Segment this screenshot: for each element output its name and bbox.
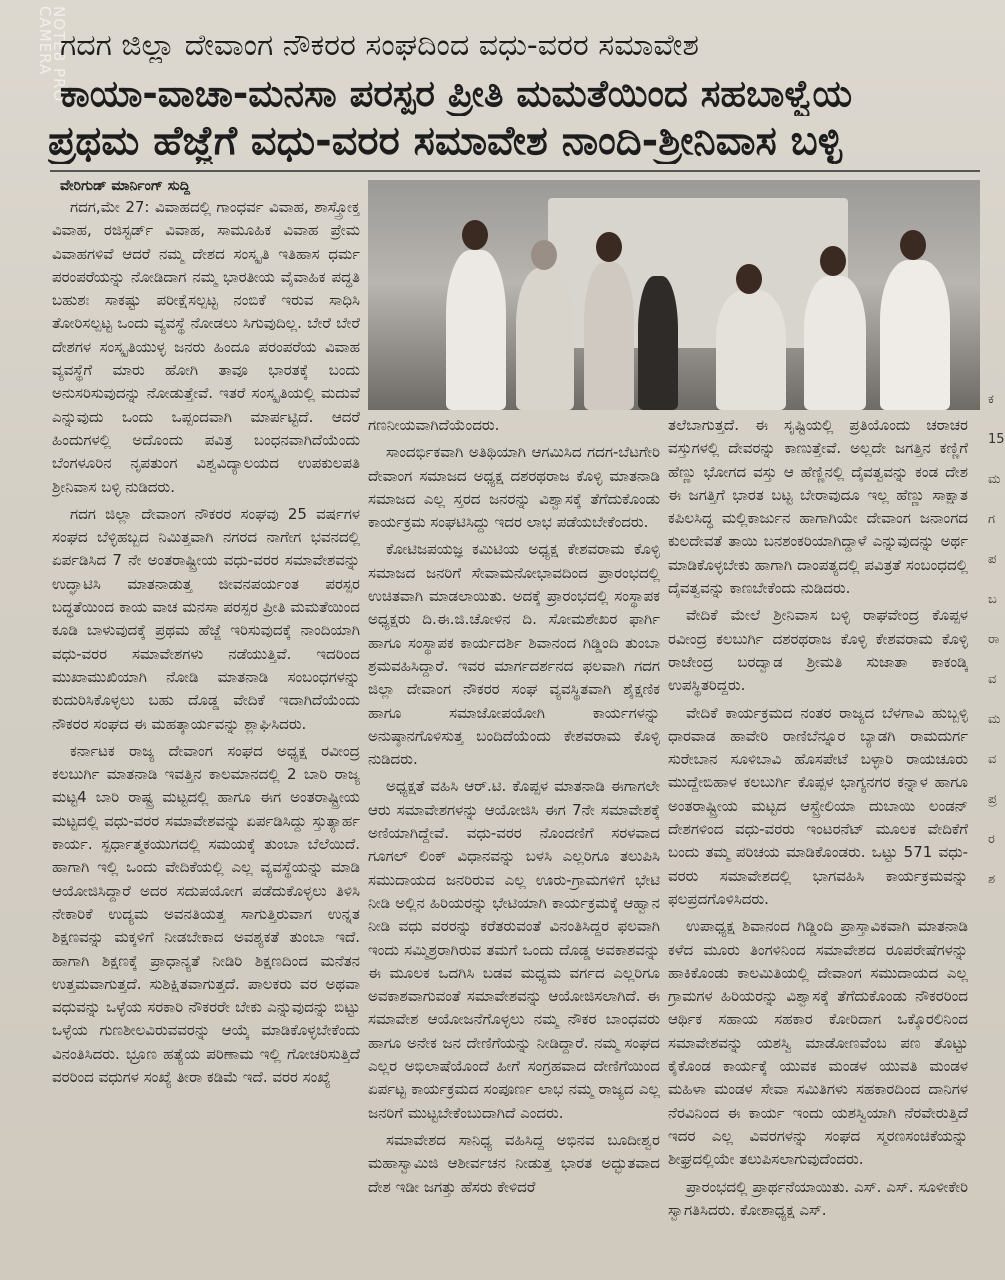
fragment: ಮ bbox=[988, 472, 1001, 487]
person bbox=[446, 250, 506, 410]
person-head bbox=[900, 230, 926, 260]
person-head bbox=[531, 240, 557, 270]
paragraph: ತಲೆಬಾಗುತ್ತದೆ. ಈ ಸೃಷ್ಟಿಯಲ್ಲಿ ಪ್ರತಿಯೊಂದು ಚರಾಚರ ವಸ್ತುಗಳಲ್ಲಿ ದೇವರನ್ನು ಕಾಣುತ್ತೇವೆ. ಅಲ್ಲದೇ ಜಗತ್ತಿನ ಕಣ್ಣಿಗೆ ಹೆಣ್ಣು ಭೋಗದ ವಸ್ತು ಆ ಹೆಣ್ಣಿನಲ್ಲಿ ದೈವತ್ವವನ್ನು ಕಂಡ ದೇಶ ಈ ಜಗತ್ತಿಗೆ ಭಾರತ ಬಟ್ಟ ಬೇರಾವುದೂ ಇಲ್ಲ ಹೆಣ್ಣು ಸಾಕ್ಷಾತ ಕಪಿಲಸಿದ್ಧ ಮಲ್ಲಿಕಾರ್ಜುನ ಹಾಗಾಗಿಯೇ ದೇವಾಂಗ ಜನಾಂಗದ ಕುಲದೇವತೆ ತಾಯಿ ಬನಶಂಕರಿಯಾಗಿದ್ದಾಳೆ ಎನ್ನುವುದನ್ನು ಅರ್ಥ ಮಾಡಿಕೊಳ್ಳಬೇಕು ಹಾಗಾಗಿ ದಾಂಪತ್ಯದಲ್ಲಿ ಪವಿತ್ರತೆ ಸಂಬಂಧದಲ್ಲಿ ದೈವತ್ವವನ್ನು ಕಾಣಬೇಕೆಂದು ನುಡಿದರು. bbox=[668, 416, 968, 598]
article-column-2 bbox=[368, 414, 660, 1271]
person bbox=[880, 260, 950, 410]
event-photo bbox=[368, 180, 980, 410]
fragment: ರಾ bbox=[988, 632, 1000, 647]
byline: ವೇರಿಗುಡ್ ಮಾರ್ನಿಂಗ್ ಸುದ್ದಿ bbox=[60, 178, 191, 194]
fragment: ಶ bbox=[988, 872, 996, 887]
person-head bbox=[596, 232, 622, 262]
camera-watermark: NOTE8 PRO CAMERA bbox=[36, 6, 68, 103]
person-head bbox=[736, 264, 762, 294]
fragment: ಬ bbox=[988, 592, 997, 607]
adjacent-column-fragment bbox=[988, 380, 1005, 1280]
person bbox=[584, 262, 634, 410]
fragment: ರ bbox=[988, 832, 995, 847]
paragraph: ಗದಗ ಜಿಲ್ಲಾ ದೇವಾಂಗ ನೌಕರರ ಸಂಘವು 25 ವರ್ಷಗಳ ಸಂಘದ ಬೆಳ್ಳಿಹಬ್ಬದ ನಿಮಿತ್ತವಾಗಿ ನಗರದ ನಾಗೇಗ ಭವನದಲ್ಲಿ ಏರ್ಪಡಿಸಿದ 7 ನೇ ಅಂತರಾಷ್ಟ್ರೀಯ ವಧು-ವರರ ಸಮಾವೇಶವನ್ನು ಉದ್ಘಾಟಿಸಿ ಮಾತನಾಡುತ್ತ ಜೀವನಪರ್ಯಂತ ಪರಸ್ಪರ ಬದ್ಧತೆಯಿಂದ ಕಾಯ ವಾಚ ಮನಸಾ ಪರಸ್ಪರ ಪ್ರೀತಿ ಮಮತೆಯಿಂದ ಕೂಡಿ ಬಾಳುವುದಕ್ಕೆ ಪ್ರಥಮ ಹೆಜ್ಜೆ ಇರಿಸುವುದಕ್ಕೆ ನಾಂದಿಯಾಗಿ ವಧು-ವರರ ಸಮಾವೇಶಗಳು ನಡೆಯುತ್ತಿವೆ. ಇದರಿಂದ ಮುಖಾಮುಖಿಯಾಗಿ ನೋಡಿ ಮಾತನಾಡಿ ಸಂಬಂಧಗಳನ್ನು ಕುದುರಿಸಿಕೊಳ್ಳಲು ಬಹು ದೊಡ್ಡ ವೇದಿಕೆ ಇದಾಗಿದೆಯೆಂದು ನೌಕರರ ಸಂಘದ ಈ ಮಹತ್ಕಾರ್ಯವನ್ನು ಶ್ಲಾಘಿಸಿದರು. bbox=[52, 504, 360, 733]
fragment: ಪ bbox=[988, 552, 997, 567]
paragraph: ವೇದಿಕೆ ಕಾರ್ಯಕ್ರಮದ ನಂತರ ರಾಜ್ಯದ ಬೆಳಗಾವಿ ಹುಬ್ಬಳ್ಳಿ ಧಾರವಾಡ ಹಾವೇರಿ ರಾಣಿಬೆನ್ನೂರ ಬ್ಯಾಡಗಿ ರಾಮದುರ್ಗ ಸುರೇಬಾನ ಸೂಳಿಬಾವಿ ಹೊಸಪೇಟೆ ಬಳ್ಳಾರಿ ರಾಯಚೂರು ಮುದ್ದೇಬಿಹಾಳ ಕಲಬುರ್ಗಿ ಕೊಪ್ಪಳ ಭಾಗ್ಯನಗರ ಕನ್ನಾಳ ಹಾಗೂ ಅಂತರಾಷ್ಟ್ರೀಯ ಮಟ್ಟದ ಆಸ್ಟ್ರೇಲಿಯಾ ದುಬಾಯಿ ಲಂಡನ್ ದೇಶಗಳಿಂದ ವಧು-ವರರು ಇಂಟರನೆಟ್ ಮೂಲಕ ವೇದಿಕೆಗೆ ಬಂದು ತಮ್ಮ ಪರಿಚಯ ಮಾಡಿಕೊಂಡರು. ಒಟ್ಟು 571 ವಧು-ವರರು ಸಮಾವೇಶದಲ್ಲಿ ಭಾಗವಹಿಸಿ ಕಾರ್ಯಕ್ರಮವನ್ನು ಫಲಪ್ರದಗೊಳಿಸಿದರು. bbox=[668, 703, 968, 908]
paragraph: ಗಣನೀಯವಾಗಿದೆಯೆಂದರು. bbox=[368, 416, 500, 434]
paragraph: ಸಮಾವೇಶದ ಸಾನಿಧ್ಯ ವಹಿಸಿದ್ದ ಅಭಿನವ ಬೂದೀಶ್ವರ ಮಹಾಸ್ವಾಮಿಜಿ ಆಶೀರ್ವಚನ ನೀಡುತ್ತ ಭಾರತ ಅದ್ಭುತವಾದ ದೇಶ ಇಡೀ ಜಗತ್ತು ಹೆಸರು ಕೇಳಿದರೆ bbox=[368, 1130, 660, 1196]
paragraph: ಗದಗ,ಮೇ 27: ವಿವಾಹದಲ್ಲಿ ಗಾಂಧರ್ವ ವಿವಾಹ, ಶಾಸ್ತ್ರೋಕ್ತ ವಿವಾಹ, ರಜಿಸ್ಟರ್ಡ್ ವಿವಾಹ, ಸಾಮೂಹಿಕ ವಿವಾಹ ಪ್ರೇಮ ವಿವಾಹಗಳಿವೆ ಆದರೆ ನಮ್ಮ ದೇಶದ ಸಂಸ್ಕೃತಿ ಇತಿಹಾಸ ಧರ್ಮ ಪರಂಪರೆಯನ್ನು ನೋಡಿದಾಗ ನಮ್ಮ ಭಾರತೀಯ ವೈವಾಹಿಕ ಪದ್ಧತಿ ಬಹುಶಃ ಸಾಕಷ್ಟು ಪರೀಕ್ಷೆಸಲ್ಪಟ್ಟ ನಂಬಿಕೆ ಇರುವ ಸಾಧಿಸಿ ತೋರಿಸಲ್ಪಟ್ಟ ಒಂದು ವ್ಯವಸ್ಥೆ ನೋಡಲು ಸಿಗುವುದಿಲ್ಲ. ಬೇರೆ ಬೇರೆ ದೇಶಗಳ ಸಂಸ್ಕೃತಿಯುಳ್ಳ ಜನರು ಹಿಂದೂ ಪರಂಪರೆಯ ವಿವಾಹ ವ್ಯವಸ್ಥೆಗೆ ಮಾರು ಹೋಗಿ ತಾವೂ ಭಾರತಕ್ಕೆ ಬಂದು ಅನುಸರಿಸುವುದನ್ನು ನೋಡುತ್ತೇವೆ. ಇತರೆ ಸಂಸ್ಕೃತಿಯಲ್ಲಿ ಮದುವೆ ಎನ್ನುವುದು ಒಂದು ಒಪ್ಪಂದವಾಗಿ ಮಾರ್ಪಟ್ಟಿದೆ. ಆದರೆ ಹಿಂದುಗಳಲ್ಲಿ ಅದೊಂದು ಪವಿತ್ರ ಬಂಧನವಾಗಿದೆಯೆಂದು ಬೆಂಗಳೂರಿನ ನೃಪತುಂಗ ವಿಶ್ವವಿದ್ಯಾಲಯದ ಉಪಕುಲಪತಿ ಶ್ರೀನಿವಾಸ ಬಳ್ಳಿ ನುಡಿದರು. bbox=[52, 198, 360, 496]
paragraph: ಕೋಟಿಜಪಯಜ್ಞ ಕಮಿಟಿಯ ಅಧ್ಯಕ್ಷ ಕೇಶವರಾಮ ಕೊಳ್ಳಿ ಸಮಾಜದ ಜನರಿಗೆ ಸೇವಾಮನೋಭಾವದಿಂದ ಪ್ರಾರಂಭದಲ್ಲಿ ಉಚಿತವಾಗಿ ಮಾಡಲಾಯಿತು. ಅದಕ್ಕೆ ಪ್ರಾರಂಭದಲ್ಲಿ ಸಂಸ್ಥಾಪಕ ಅಧ್ಯಕ್ಷರು ದಿ.ಈ.ಜಿ.ಚೋಳಿನ ದಿ. ಸೋಮಶೇಖರ ಫಾರ್ಗಿ ಹಾಗೂ ಸಂಸ್ಥಾಪಕ ಕಾರ್ಯದರ್ಶಿ ಶಿವಾನಂದ ಗಿಡ್ಡಿಂದಿ ತುಂಬಾ ಶ್ರಮವಹಿಸಿದ್ದಾರೆ. ಇವರ ಮಾರ್ಗದರ್ಶನದ ಫಲವಾಗಿ ಗದಗ ಜಿಲ್ಲಾ ದೇವಾಂಗ ನೌಕರರ ಸಂಘ ವ್ಯವಸ್ಥಿತವಾಗಿ ಶೈಕ್ಷಣಿಕ ಹಾಗೂ ಸಮಾಜೋಪಯೋಗಿ ಕಾರ್ಯಗಳನ್ನು ಅನುಷ್ಠಾನಗೊಳಿಸುತ್ತ ಬಂದಿದೆಯೆಂದು ಕೇಶವರಾಮ ಕೊಳ್ಳಿ ನುಡಿದರು. bbox=[368, 540, 660, 769]
fragment: 15 bbox=[988, 432, 1005, 447]
person-head bbox=[820, 246, 846, 276]
person bbox=[638, 276, 678, 410]
fragment: ಪ್ರ bbox=[988, 792, 997, 807]
person bbox=[516, 268, 574, 410]
paragraph: ವೇದಿಕೆ ಮೇಲೆ ಶ್ರೀನಿವಾಸ ಬಳ್ಳಿ ರಾಘವೇಂದ್ರ ಕೊಪ್ಪಳ ರವೀಂದ್ರ ಕಲಬುರ್ಗಿ ದಶರಥರಾಜ ಕೊಳ್ಳಿ ಕೇಶವರಾಮ ಕೊಳ್ಳಿ ರಾಜೇಂದ್ರ ಬರದ್ವಾಡ ಶ್ರೀಮತಿ ಸುಜಾತಾ ಕಾಕಂಡ್ಕಿ ಉಪಸ್ಥಿತರಿದ್ದರು. bbox=[668, 606, 968, 695]
person bbox=[804, 276, 866, 410]
article-column-1 bbox=[52, 196, 360, 1271]
paragraph: ಸಾಂದರ್ಭಿಕವಾಗಿ ಅತಿಥಿಯಾಗಿ ಆಗಮಿಸಿದ ಗದಗ-ಬೆಟಗೇರಿ ದೇವಾಂಗ ಸಮಾಜದ ಅಧ್ಯಕ್ಷ ದಶರಥರಾಜ ಕೊಳ್ಳಿ ಮಾತನಾಡಿ ಸಮಾಜದ ಎಲ್ಲ ಸ್ತರದ ಜನರನ್ನು ವಿಶ್ವಾಸಕ್ಕೆ ತೆಗೆದುಕೊಂಡು ಕಾರ್ಯಕ್ರಮ ಸಂಘಟಿಸಿದ್ದು ಇದರ ಲಾಭ ಪಡೆಯಬೇಕೆಂದರು. bbox=[368, 443, 660, 532]
person bbox=[716, 290, 786, 410]
fragment: ವ bbox=[988, 672, 997, 687]
fragment: ವ bbox=[988, 752, 997, 767]
paragraph: ಕರ್ನಾಟಕ ರಾಜ್ಯ ದೇವಾಂಗ ಸಂಘದ ಅಧ್ಯಕ್ಷ ರವೀಂದ್ರ ಕಲಬುರ್ಗಿ ಮಾತನಾಡಿ ಇವತ್ತಿನ ಕಾಲಮಾನದಲ್ಲಿ 2 ಬಾರಿ ರಾಜ್ಯ ಮಟ್ಟ4 ಬಾರಿ ರಾಷ್ಟ್ರ ಮಟ್ಟದಲ್ಲಿ ಹಾಗೂ ಈಗ ಅಂತರಾಷ್ಟ್ರೀಯ ಮಟ್ಟದಲ್ಲಿ ವಧು-ವರರ ಸಮಾವೇಶವನ್ನು ಏರ್ಪಡಿಸಿದ್ದು ಸ್ತುತ್ಯಾರ್ಹ ಕಾರ್ಯ. ಸ್ಪರ್ಧಾತ್ಮಕಯುಗದಲ್ಲಿ ಸಮಯಕ್ಕೆ ತುಂಬಾ ಬೆಲೆಯಿದೆ. ಹಾಗಾಗಿ ಇಲ್ಲಿ ಒಂದು ವೇದಿಕೆಯಲ್ಲಿ ಎಲ್ಲ ವ್ಯವಸ್ಥೆಯನ್ನು ಮಾಡಿ ಆಯೋಜಿಸಿದ್ದಾರೆ ಅದರ ಸದುಪಯೋಗ ಪಡೆದುಕೊಳ್ಳಲು ತಿಳಿಸಿ ನೇಕಾರಿಕೆ ಉದ್ಯಮ ಅವನತಿಯತ್ತ ಸಾಗುತ್ತಿರುವಾಗ ಉನ್ನತ ಶಿಕ್ಷಣವನ್ನು ಮಕ್ಕಳಿಗೆ ನೀಡಬೇಕಾದ ಅವಶ್ಯಕತೆ ತುಂಬಾ ಇದೆ. ಹಾಗಾಗಿ ಶಿಕ್ಷಣಕ್ಕೆ ಪ್ರಾಧಾನ್ಯತೆ ನೀಡಿರಿ ಶಿಕ್ಷಣದಿಂದ ಮನೆತನ ಉತ್ತಮವಾಗುತ್ತದೆ. ಸುಶಿಕ್ಷಿತವಾಗುತ್ತದೆ. ಪಾಲಕರು ವರ ಅಥವಾ ವಧುವನ್ನು ಒಳ್ಳೆಯ ಸರಕಾರಿ ನೌಕರರೇ ಬೇಕು ಎನ್ನುವುದನ್ನು ಬಿಟ್ಟು ಒಳ್ಳೆಯ ಗುಣಶೀಲವಿರುವವರನ್ನು ಆಯ್ಕೆ ಮಾಡಿಕೊಳ್ಳಬೇಕೆಂದು ವಿನಂತಿಸಿದರು. ಭ್ರೂಣ ಹತ್ಯೆಯ ಪರಿಣಾಮ ಇಲ್ಲಿ ಗೋಚರಿಸುತ್ತಿದೆ ವರರಿಂದ ವಧುಗಳ ಸಂಖ್ಯೆ ತೀರಾ ಕಡಿಮೆ ಇದೆ. ವರರ ಸಂಖ್ಯೆ bbox=[52, 741, 360, 1086]
person-head bbox=[462, 220, 488, 250]
headline-sub: ಪ್ರಥಮ ಹೆಜ್ಜೆಗೆ ವಧು-ವರರ ಸಮಾವೇಶ ನಾಂದಿ-ಶ್ರೀನಿವಾಸ ಬಳ್ಳಿ bbox=[48, 118, 843, 164]
article-column-3 bbox=[668, 414, 968, 1271]
paragraph: ಪ್ರಾರಂಭದಲ್ಲಿ ಪ್ರಾರ್ಥನೆಯಾಯಿತು. ಎಸ್. ಎಸ್. ಸೂಳೀಕೇರಿ ಸ್ವಾಗತಿಸಿದರು. ಕೋಶಾಧ್ಯಕ್ಷ ಎಸ್. bbox=[668, 1177, 968, 1219]
fragment: ಮ bbox=[988, 712, 1001, 727]
headline-kicker: ಗದಗ ಜಿಲ್ಲಾ ದೇವಾಂಗ ನೌಕರರ ಸಂಘದಿಂದ ವಧು-ವರರ ಸಮಾವೇಶ bbox=[60, 28, 699, 63]
headline-rule bbox=[50, 170, 980, 172]
paragraph: ಅಧ್ಯಕ್ಷತೆ ವಹಿಸಿ ಆರ್.ಟಿ. ಕೊಪ್ಪಳ ಮಾತನಾಡಿ ಈಗಾಗಲೇ ಆರು ಸಮಾವೇಶಗಳನ್ನು ಆಯೋಜಿಸಿ ಈಗ 7ನೇ ಸಮಾವೇಶಕ್ಕೆ ಅಣಿಯಾಗಿದ್ದೇವೆ. ವಧು-ವರರ ನೊಂದಣಿಗೆ ಸರಳವಾದ ಗೂಗಲ್ ಲಿಂಕ್ ವಿಧಾನವನ್ನು ಬಳಸಿ ಎಲ್ಲರಿಗೂ ತಲುಪಿಸಿ ಸಮುದಾಯದ ಜನರಿರುವ ಎಲ್ಲ ಊರು-ಗ್ರಾಮಗಳಿಗೆ ಭೇಟಿ ನೀಡಿ ಅಲ್ಲಿನ ಹಿರಿಯರನ್ನು ಭೇಟಿಯಾಗಿ ಕಾರ್ಯಕ್ರಮಕ್ಕೆ ಆಹ್ವಾನ ನೀಡಿ ವಧು ವರರನ್ನು ಕರೆತರುವಂತೆ ವಿನಂತಿಸಿದ್ದರ ಫಲವಾಗಿ ಇಂದು ಸಮ್ಮಿಶ್ರರಾಗಿರುವ ತಮಗೆ ಒಂದು ದೊಡ್ಡ ಅವಕಾಶವನ್ನು ಈ ಮೂಲಕ ಒದಗಿಸಿ ಬಡವ ಮಧ್ಯಮ ವರ್ಗದ ಎಲ್ಲರಿಗೂ ಅವಕಾಶವಾಗುವಂತೆ ಸಮಾವೇಶವನ್ನು ಆಯೋಜಿಸಲಾಗಿದೆ. ಈ ಸಮಾವೇಶ ಆಯೋಜನೆಗೊಳ್ಳಲು ನಮ್ಮ ನೌಕರ ಬಾಂಧವರು ಹಾಗೂ ಅನೇಕ ಜನ ದೇಣಿಗೆಯನ್ನು ನೀಡಿದ್ದಾರೆ. ನಮ್ಮ ಸಂಘದ ಎಲ್ಲರ ಅಭಿಲಾಷೆಯೊಂದೆ ಹೀಗೆ ಸಂಗ್ರಹವಾದ ದೇಣಿಗೆಯಿಂದ ಏರ್ಪಟ್ಟ ಕಾರ್ಯಕ್ರಮದ ಸಂಪೂರ್ಣ ಲಾಭ ನಮ್ಮ ರಾಜ್ಯದ ಎಲ್ಲ ಜನರಿಗೆ ಮುಟ್ಟಬೇಕೆಂಬುದಾಗಿದೆ ಎಂದರು. bbox=[368, 777, 660, 1122]
fragment: ಕ bbox=[988, 392, 994, 407]
paragraph: ಉಪಾಧ್ಯಕ್ಷ ಶಿವಾನಂದ ಗಿಡ್ಡಿಂದಿ ಪ್ರಾಸ್ತಾವಿಕವಾಗಿ ಮಾತನಾಡಿ ಕಳೆದ ಮೂರು ತಿಂಗಳಿನಿಂದ ಸಮಾವೇಶದ ರೂಪರೇಷೆಗಳನ್ನು ಹಾಕಿಕೊಂಡು ಕಾಲಮಿತಿಯಲ್ಲಿ ದೇವಾಂಗ ಸಮುದಾಯದ ಎಲ್ಲ ಗ್ರಾಮಗಳ ಹಿರಿಯರನ್ನು ವಿಶ್ವಾಸಕ್ಕೆ ತೆಗೆದುಕೊಂಡು ನೌಕರರಿಂದ ಆರ್ಥಿಕ ಸಹಾಯ ಸಹಕಾರ ಕೋರಿದಾಗ ಒಕ್ಕೊರಲಿನಿಂದ ಸಮಾವೇಶವನ್ನು ಯಶಸ್ವಿ ಮಾಡೋಣವೆಂಬ ಪಣ ತೊಟ್ಟು ಕೈಕೊಂಡ ಕಾರ್ಯಕ್ಕೆ ಯುವಕ ಮಂಡಳ ಯುವತಿ ಮಂಡಳ ಮಹಿಳಾ ಮಂಡಳ ಸೇವಾ ಸಮಿತಿಗಳು ಸಹಕಾರದಿಂದ ದಾನಿಗಳ ನೆರವಿನಿಂದ ಈ ಕಾರ್ಯ ಇಂದು ಯಶಸ್ವಿಯಾಗಿ ನೆರವೇರುತ್ತಿದೆ ಇದರ ಎಲ್ಲ ವಿವರಗಳನ್ನು ಸಂಘದ ಸ್ಮರಣಸಂಚಿಕೆಯನ್ನು ಶೀಘ್ರದಲ್ಲಿಯೇ ತಲುಪಿಸಲಾಗುವುದೆಂದರು. bbox=[668, 917, 968, 1169]
headline-main: ಕಾಯಾ-ವಾಚಾ-ಮನಸಾ ಪರಸ್ಪರ ಪ್ರೀತಿ ಮಮತೆಯಿಂದ ಸಹಬಾಳ್ವೆಯ bbox=[60, 72, 853, 115]
fragment: ಗ bbox=[988, 512, 996, 527]
